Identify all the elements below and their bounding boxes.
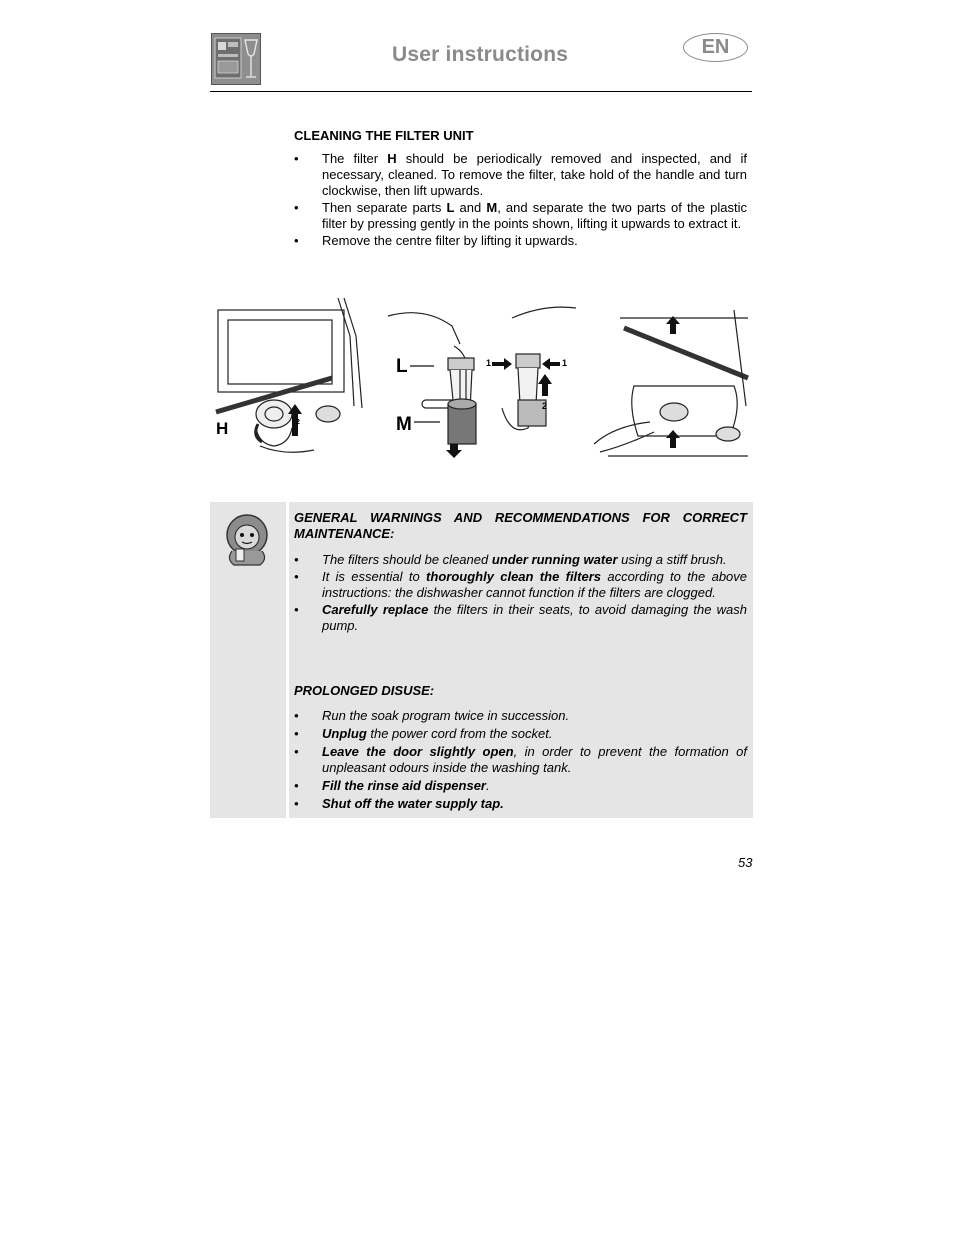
label-m: M <box>396 414 412 435</box>
filter-instructions-list <box>294 151 747 250</box>
list-item: • The filters should be cleaned under running water using a stiff brush. <box>294 552 747 568</box>
disuse-heading: PROLONGED DISUSE: <box>294 683 435 698</box>
list-item: • Carefully replace the filters in their seats, to avoid damaging the wash pump. <box>294 602 747 634</box>
header-divider <box>210 91 752 92</box>
language-badge: EN <box>683 33 748 62</box>
list-item: • Shut off the water supply tap. <box>294 796 747 812</box>
page-number: 53 <box>738 855 753 870</box>
label-1-left: 1 <box>486 358 492 368</box>
list-item: • Fill the rinse aid dispenser. <box>294 778 747 794</box>
list-item: • Then separate parts L and M, and separate the two parts of the plastic filter by pressing gently in the points shown, lifting it upwards to extract it. <box>294 200 747 232</box>
warnings-divider <box>286 502 289 818</box>
warning-character-icon <box>222 511 272 567</box>
label-1-right: 1 <box>562 358 568 368</box>
disuse-list <box>294 708 747 814</box>
label-l: L <box>396 356 408 377</box>
list-item: • Remove the centre filter by lifting it upwards. <box>294 233 747 249</box>
list-item: • The filter H should be periodically removed and inspected, and if necessary, cleaned. To remove the filter, take hold of the handle and turn clockwise, then lift upwards. <box>294 151 747 199</box>
label-2-panel1: 2 <box>296 419 300 426</box>
warnings-list <box>294 552 747 635</box>
list-item: • Leave the door slightly open, in order to prevent the formation of unpleasant odours inside the washing tank. <box>294 744 747 776</box>
list-item: • Unplug the power cord from the socket. <box>294 726 747 742</box>
filter-removal-illustration <box>214 296 750 461</box>
label-h: H <box>216 419 229 438</box>
label-2: 2 <box>542 401 548 411</box>
warnings-heading: GENERAL WARNINGS AND RECOMMENDATIONS FOR CORRECT MAINTENANCE: <box>294 510 747 541</box>
page-title: User instructions <box>392 43 569 66</box>
section-title: CLEANING THE FILTER UNIT <box>294 128 474 143</box>
dishwasher-logo-icon <box>211 33 261 85</box>
list-item: • Run the soak program twice in succession. <box>294 708 747 724</box>
list-item: • It is essential to thoroughly clean the filters according to the above instructions: the dishwasher cannot function if the filters are clogged. <box>294 569 747 601</box>
